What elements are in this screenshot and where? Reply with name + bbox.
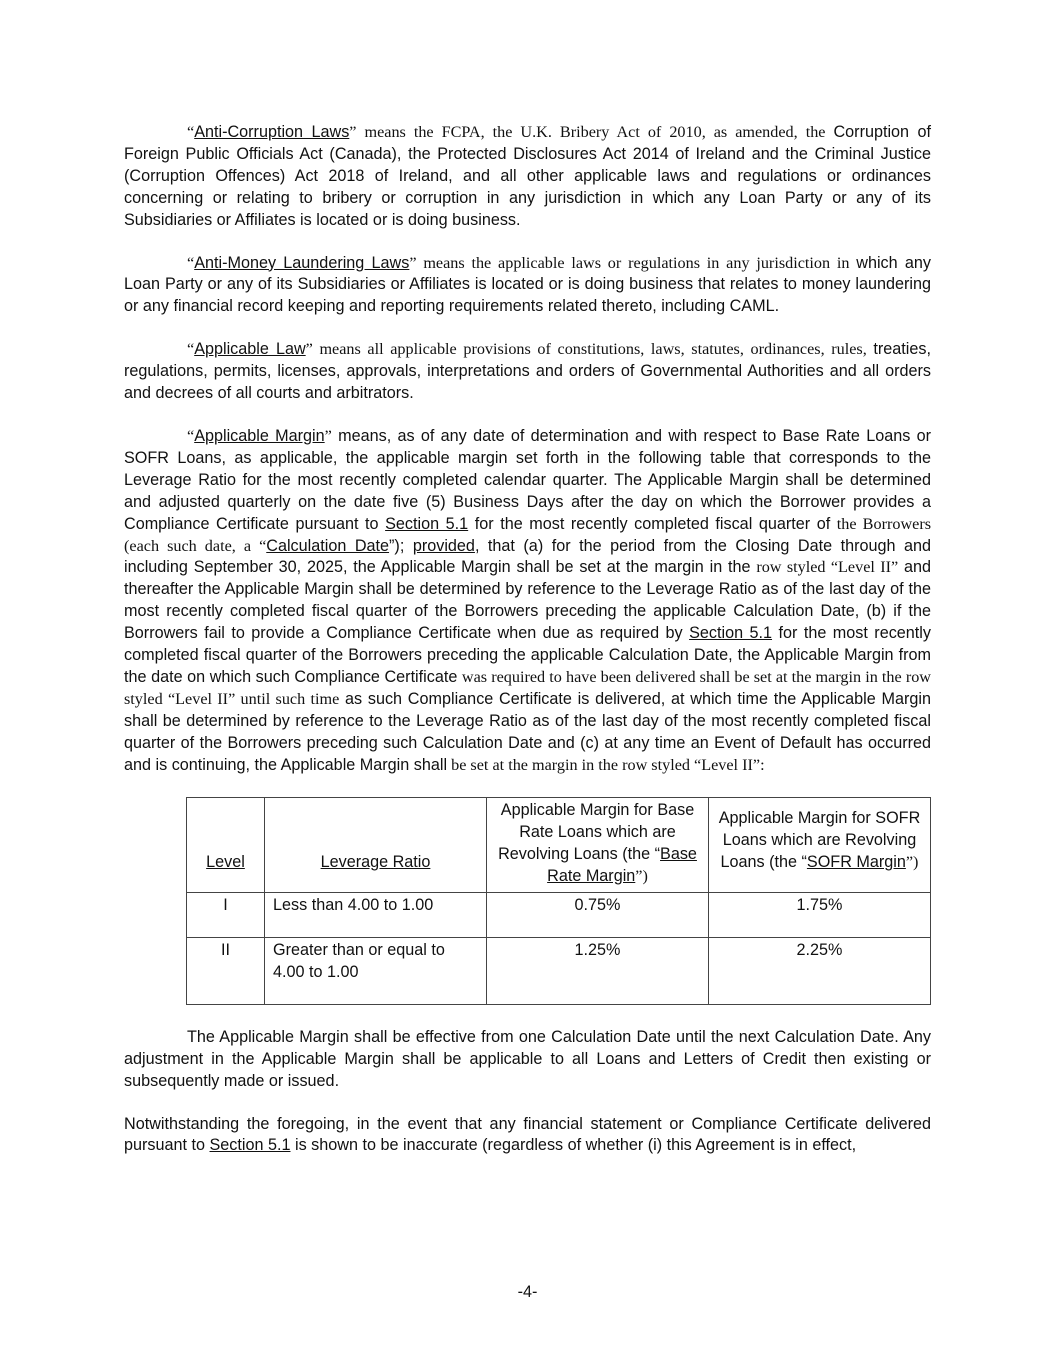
- document-page: [124, 122, 931, 1178]
- definition-anti-money-laundering-laws: [124, 253, 931, 319]
- definition-applicable-margin: [124, 426, 931, 777]
- definition-text: row styled “Level II”: [756, 558, 899, 577]
- header-ratio-label: Leverage Ratio: [320, 853, 431, 872]
- section-reference: Section 5.1: [689, 624, 773, 643]
- defined-term: Anti-Money Laundering Laws: [194, 253, 410, 272]
- cell-ratio: Greater than or equal to 4.00 to 1.00: [265, 938, 487, 1005]
- section-reference: Section 5.1: [385, 514, 469, 533]
- cell-level: I: [187, 893, 265, 938]
- definition-text: be set at the margin in the row styled “Level II”:: [447, 755, 765, 774]
- cell-level: II: [187, 938, 265, 1005]
- cell-base-margin: 0.75%: [487, 893, 709, 938]
- provided-term: provided: [412, 536, 475, 555]
- header-level-label: Level: [206, 853, 245, 872]
- definition-anti-corruption-laws: [124, 122, 931, 232]
- definition-applicable-law: [124, 339, 931, 405]
- close-quote: ”: [409, 253, 417, 272]
- section-reference: Section 5.1: [209, 1136, 291, 1155]
- cell-base-margin: 1.25%: [487, 938, 709, 1005]
- close-quote: ”: [324, 426, 332, 445]
- definition-body: Corruption of Foreign Public Officials Act (Canada), the Protected Disclosures Act 2014 of Ireland and the Criminal Justice (Corruption Offences) Act 2018 of Ireland, and all other applicable laws and regulations or ordinances concerning or relating to bribery or corruption in any jurisdiction in which any Loan Party or any of its Subsidiaries or Affiliates is located or is doing business.: [124, 123, 932, 229]
- applicable-margin-table: [186, 797, 931, 1004]
- close-quote: ”: [349, 123, 357, 141]
- definition-lead: means the FCPA, the U.K. Bribery Act of 2010, as amended, the: [356, 123, 834, 141]
- notwithstanding-paragraph: [124, 1114, 931, 1158]
- definition-lead: means the applicable laws or regulations in any jurisdiction in: [416, 253, 857, 272]
- defined-term: Applicable Margin: [194, 426, 325, 445]
- effective-paragraph: The Applicable Margin shall be effective from one Calculation Date until the next Calculation Date. Any adjustment in the Applicable Margin shall be applicable to all Loans and Letters of Credit then existing or subsequently made or issued.: [124, 1027, 931, 1090]
- defined-term: Applicable Law: [194, 340, 306, 359]
- definition-body: which any Loan Party or any of its Subsidiaries or Affiliates is located or is doing business that relates to money laundering or any financial record keeping and reporting requirements related thereto, including CAML.: [124, 253, 931, 316]
- cell-ratio: Less than 4.00 to 1.00: [265, 893, 487, 938]
- header-sofr-close: ”): [905, 853, 919, 872]
- header-base-term: Base Rate Margin: [547, 845, 697, 886]
- page-number: -4-: [517, 1283, 538, 1301]
- definition-text: and thereafter the Applicable Margin shall be determined by reference to the Leverage Ratio as of the last day of the most recently completed fiscal quarter of the Borrowers preceding the applicable Calculation Date, (b) if the Borrowers fail to provide a Compliance Certificate when due as required by: [124, 558, 932, 643]
- definition-text: for the most recently completed fiscal quarter of: [468, 514, 837, 533]
- open-quote: “: [187, 123, 195, 141]
- header-base-close: ”): [635, 867, 648, 886]
- header-level: [187, 798, 265, 893]
- header-base-text: Applicable Margin for Base Rate Loans which are Revolving Loans (the “: [498, 801, 695, 864]
- definition-text: for the most recently completed fiscal quarter of the Borrowers preceding the applicable Calculation Date, the Applicable Margin from the date on which such Compliance Certificate: [124, 624, 931, 686]
- defined-term-calculation-date: Calculation Date: [266, 536, 390, 555]
- open-quote: “: [187, 340, 195, 359]
- header-leverage-ratio: [265, 798, 487, 893]
- header-sofr-text: Applicable Margin for SOFR Loans which are Revolving Loans (the “: [718, 809, 921, 872]
- notwithstanding-text: is shown to be inaccurate (regardless of whether (i) this Agreement is in effect,: [290, 1136, 857, 1155]
- definition-text: was required to have been delivered shall be set at the margin in the row styled “Level II” until such time: [124, 667, 931, 708]
- table-row: [187, 893, 931, 938]
- cell-sofr-margin: 1.75%: [709, 893, 931, 938]
- definition-text: , that (a) for the period from the Closing Date through and including September 30, 2025, the Applicable Margin shall be set at the margin in the: [124, 536, 931, 577]
- definition-text: ”);: [389, 536, 413, 555]
- definition-lead: means all applicable provisions of constitutions, laws, statutes, ordinances, rules,: [312, 340, 874, 359]
- definition-text: the Borrowers (each such date, a “: [124, 514, 932, 555]
- table-row: [187, 938, 931, 1005]
- definition-text: as such Compliance Certificate is delivered, at which time the Applicable Margin shall be determined by reference to the Leverage Ratio as of the last day of the most recently completed fiscal quarter of the Borrowers preceding such Calculation Date and (c) at any time an Event of Default has occurred and is continuing, the Applicable Margin shall: [124, 689, 931, 774]
- definition-body: treaties, regulations, permits, licenses, approvals, interpretations and orders of Governmental Authorities and all orders and decrees of all courts and arbitrators.: [124, 340, 931, 403]
- header-sofr-margin: [709, 798, 931, 893]
- open-quote: “: [187, 426, 195, 445]
- header-base-rate-margin: [487, 798, 709, 893]
- table-header-row: [187, 798, 931, 893]
- notwithstanding-text: Notwithstanding the foregoing, in the event that any financial statement or Compliance Certificate delivered pursuant to: [124, 1114, 931, 1155]
- cell-sofr-margin: 2.25%: [709, 938, 931, 1005]
- definition-text: means, as of any date of determination and with respect to Base Rate Loans or SOFR Loans, as applicable, the applicable margin set forth in the following table that corresponds to the Leverage Ratio for the most recently completed calendar quarter. The Applicable Margin shall be determined and adjusted quarterly on the date five (5) Business Days after the day on which the Borrower provides a Compliance Certificate pursuant to: [124, 426, 932, 533]
- defined-term: Anti-Corruption Laws: [194, 123, 350, 141]
- close-quote: ”: [305, 340, 313, 359]
- header-sofr-term: SOFR Margin: [806, 853, 906, 872]
- open-quote: “: [187, 253, 195, 272]
